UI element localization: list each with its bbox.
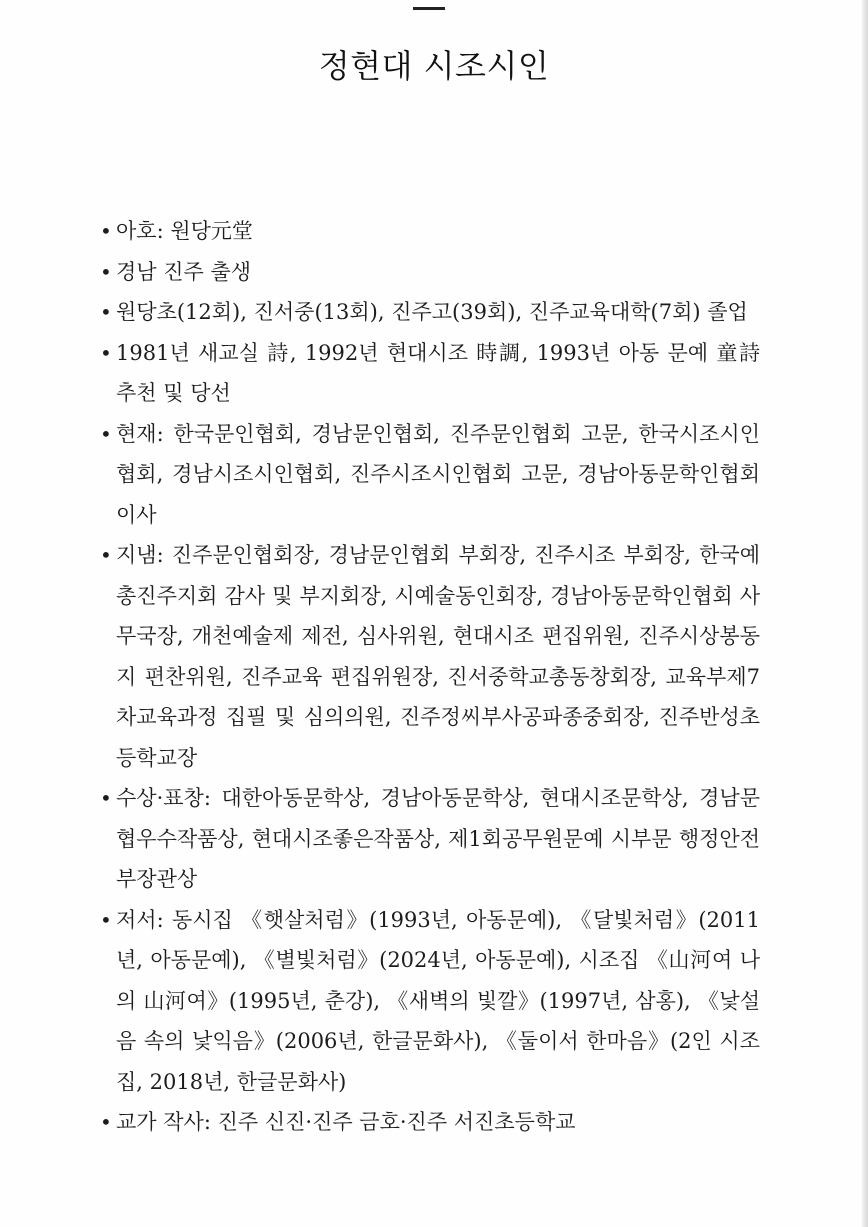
bullet-icon: • [100,340,112,365]
list-item [100,333,760,414]
page-edge-shadow [862,0,868,1227]
bullet-icon: • [100,786,112,810]
profile-list [100,211,760,1143]
item-text: 지냄: 진주문인협회장, 경남문인협회 부회장, 진주시조 부회장, 한국예총진주지회 감사 및 부지회장, 시예술동인회장, 경남아동문학인협회 사무국장, 개천예술제 제전, 심사위원, 현대시조 편집위원, 진주시상봉동지 편찬위원, 진주교육 편집위원장, 진서중학교총동창회장, 교육부제7차교육과정 집필 및 심의의원, 진주정씨부사공파종중회장, 진주반성초등학교장 [116,543,760,770]
item-text: 아호: 원당元堂 [116,219,253,243]
bullet-icon: • [100,300,112,324]
page-title: 정현대 시조시인 [318,47,550,85]
item-text: 교가 작사: 진주 신진·진주 금호·진주 서진초등학교 [116,1110,576,1134]
item-text: 저서: 동시집 《햇살처럼》(1993년, 아동문예), 《달빛처럼》(2011년, 아동문예), 《별빛처럼》(2024년, 아동문예), 시조집 《山河여 나의 山河여》(1995년, 춘강), 《새벽의 빛깔》(1997년, 삼홍), 《낯설음 속의 낯익음》(2006년, 한글문화사), 《둘이서 한마음》(2인 시조집, 2018년, 한글문화사) [116,907,760,1094]
item-text: 경남 진주 출생 [116,259,252,284]
bullet-icon: • [100,543,112,567]
bullet-icon: • [100,259,112,284]
list-item [100,211,760,252]
list-item [100,252,760,293]
item-text: 수상·표창: 대한아동문학상, 경남아동문학상, 현대시조문학상, 경남문협우수작품상, 현대시조좋은작품상, 제1회공무원문예 시부문 행정안전부장관상 [116,786,760,891]
list-item [100,414,760,536]
list-item [100,900,760,1103]
list-item [100,535,760,778]
bullet-icon: • [100,907,112,932]
top-rule [413,7,445,10]
item-text: 현재: 한국문인협회, 경남문인협회, 진주문인협회 고문, 한국시조시인협회, 경남시조시인협회, 진주시조시인협회 고문, 경남아동문학인협회 이사 [116,421,760,527]
bullet-icon: • [100,219,112,243]
list-item [100,1102,760,1143]
list-item [100,778,760,900]
item-text: 1981년 새교실 詩, 1992년 현대시조 時調, 1993년 아동 문예 童詩 추천 및 당선 [116,340,760,405]
bullet-icon: • [100,1110,112,1134]
item-text: 원당초(12회), 진서중(13회), 진주고(39회), 진주교육대학(7회) 졸업 [116,300,748,324]
list-item [100,292,760,333]
bullet-icon: • [100,421,112,446]
